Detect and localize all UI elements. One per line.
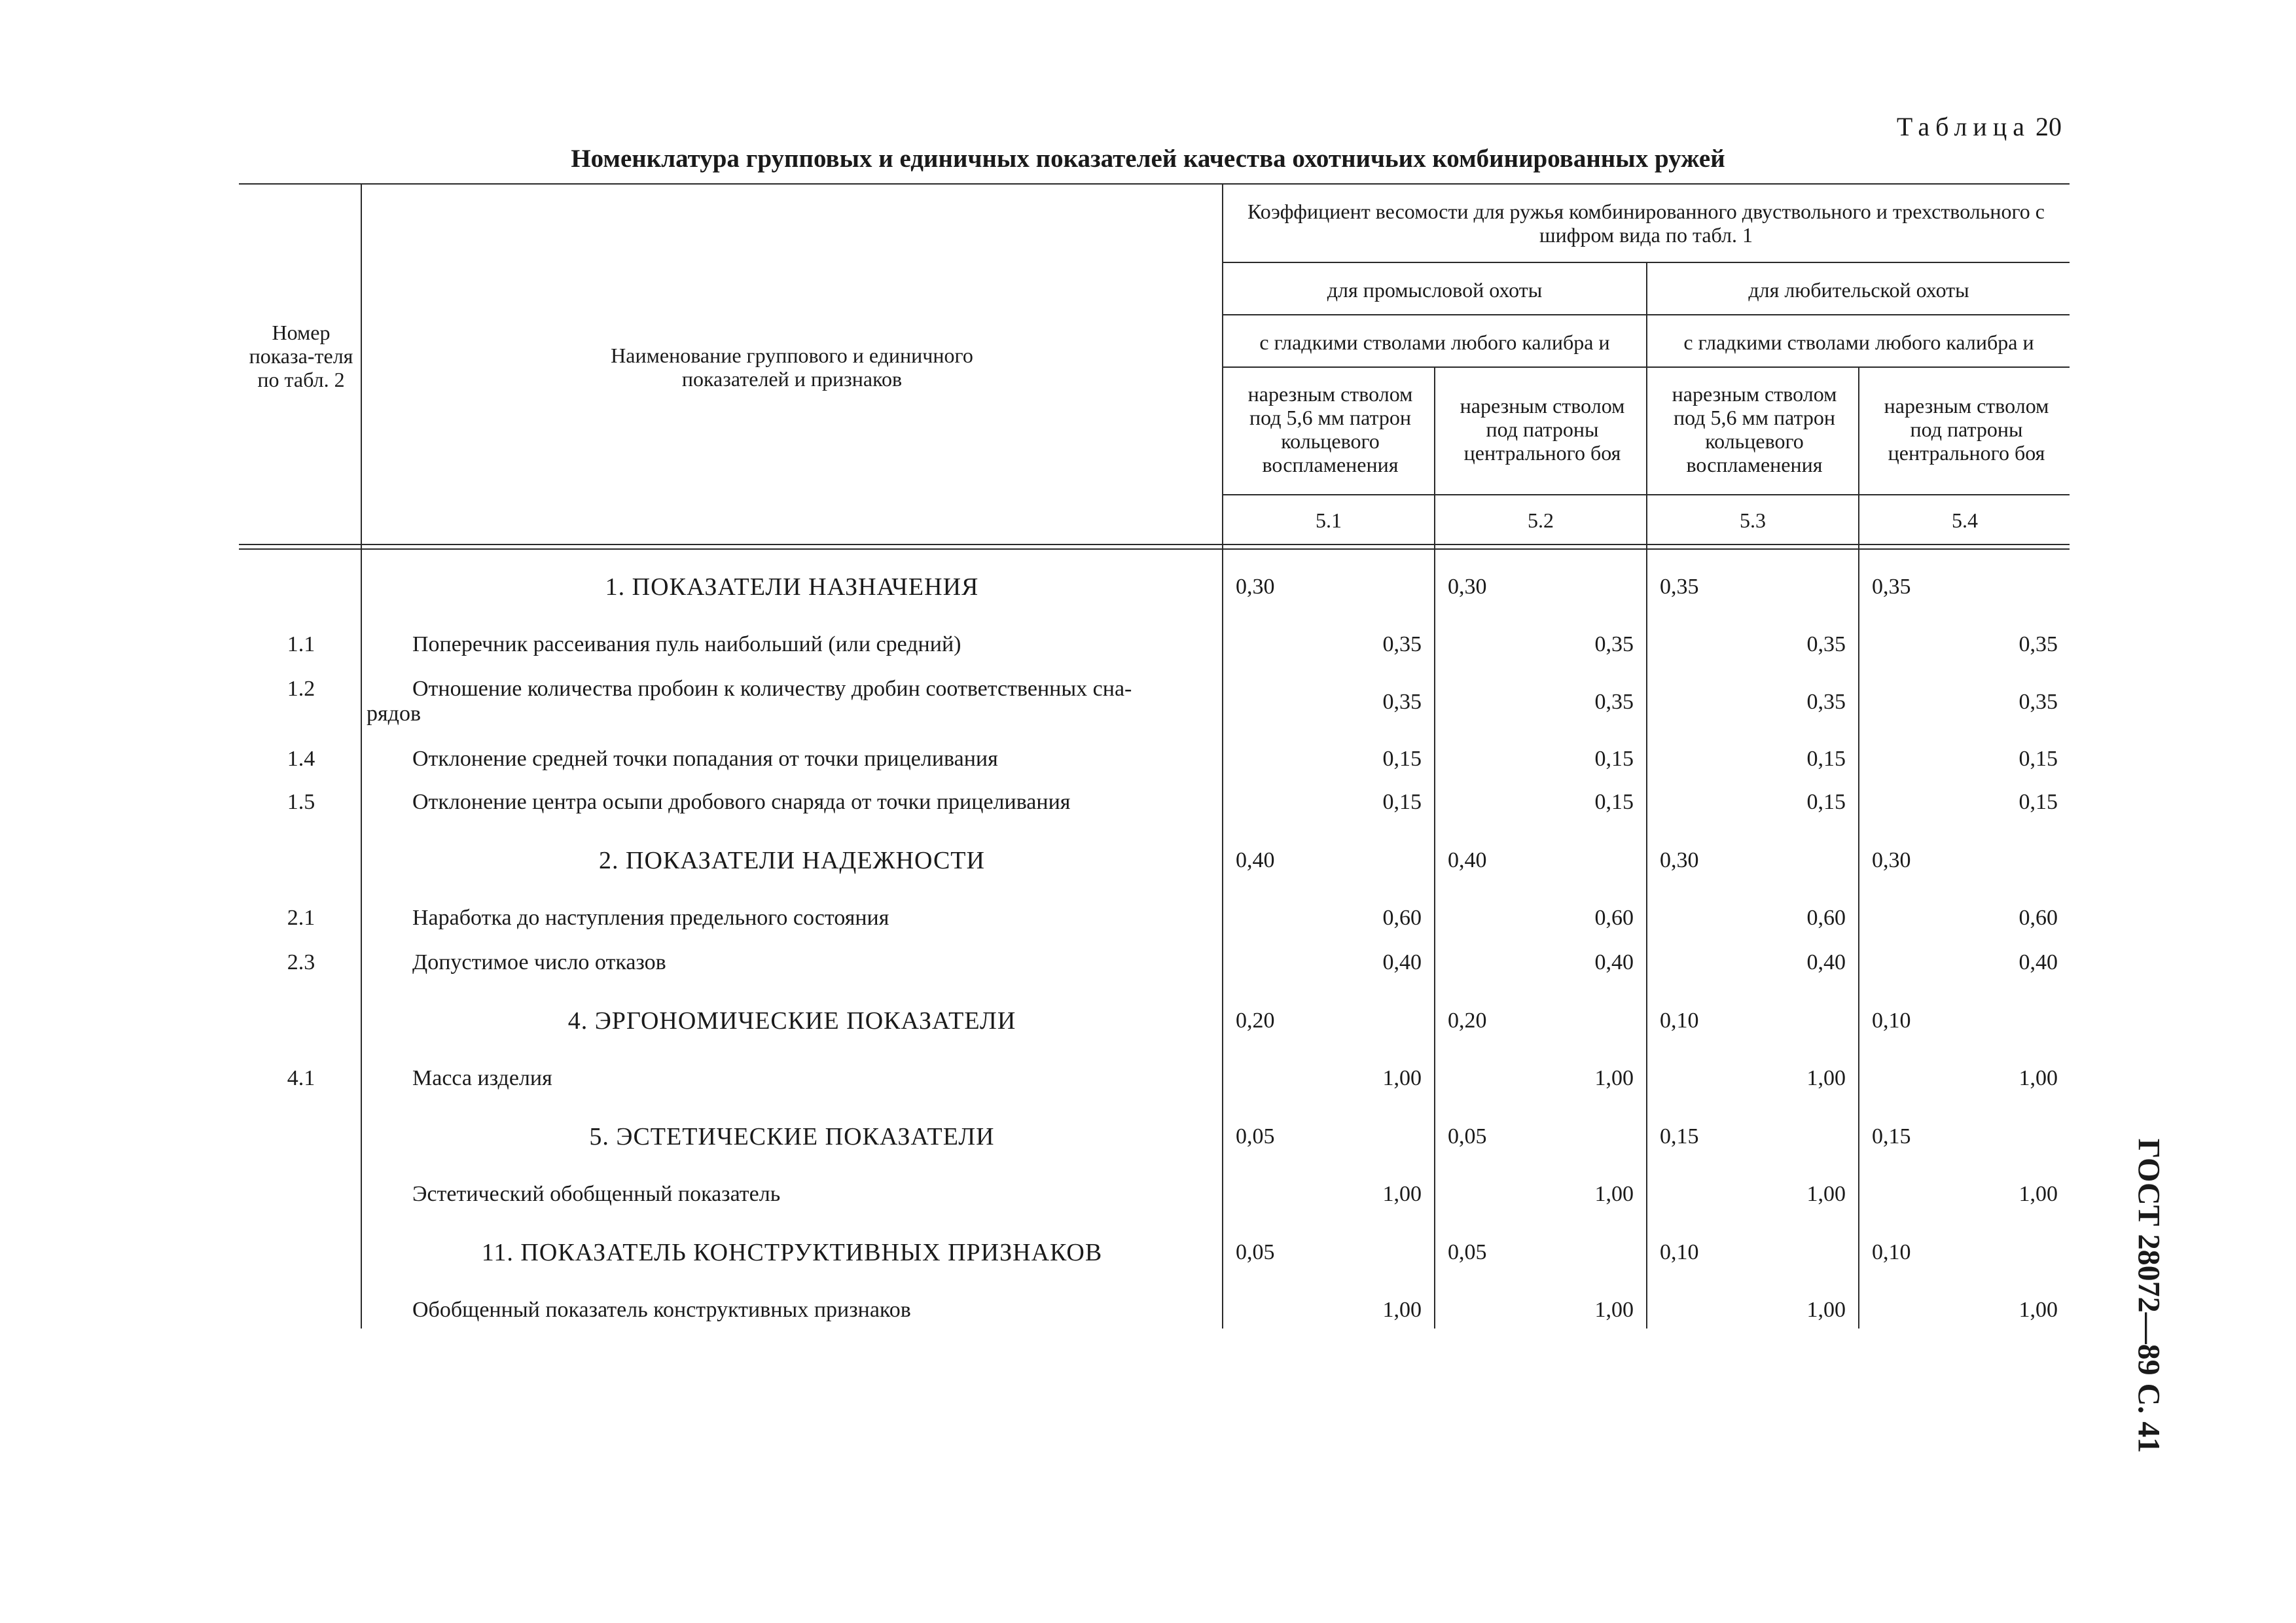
weight-value-4: 0,15 [2018, 747, 2058, 771]
weight-value-3: 0,15 [1806, 790, 1846, 814]
rule-head-2 [239, 548, 2070, 550]
indicator-name: Отклонение средней точки попадания от точки прицеливания [412, 747, 998, 771]
indicator-name: Поперечник рассеивания пуль наибольший (или средний) [412, 632, 961, 656]
weight-value-4: 0,60 [2018, 906, 2058, 930]
weight-value-4: 0,40 [2018, 950, 2058, 974]
table-label: Таблица 20 [1896, 112, 2062, 141]
header-col-5-1: нарезным стволом под 5,6 мм патрон кольцевого воспламенения [1247, 382, 1413, 476]
row-number: 1.4 [287, 747, 315, 771]
section-title: 5. ЭСТЕТИЧЕСКИЕ ПОКАЗАТЕЛИ [589, 1123, 995, 1150]
weight-value-1: 0,60 [1382, 906, 1422, 930]
weight-value-2: 1,00 [1594, 1298, 1634, 1322]
rule-head-1 [239, 544, 2070, 545]
weight-value-4: 0,10 [1872, 1240, 1911, 1264]
header-code-5-2: 5.2 [1528, 508, 1554, 532]
row-number: 4.1 [287, 1066, 315, 1090]
weight-value-2: 0,40 [1594, 950, 1634, 974]
weight-value-3: 0,40 [1806, 950, 1846, 974]
row-number: 1.1 [287, 632, 315, 656]
weight-value-1: 0,15 [1382, 790, 1422, 814]
weight-value-1: 0,05 [1236, 1124, 1275, 1149]
weight-value-1: 0,40 [1236, 848, 1275, 872]
weight-value-1: 0,35 [1382, 632, 1422, 656]
header-number: Номер показа-теля по табл. 2 [249, 321, 353, 391]
weight-value-2: 0,35 [1594, 690, 1634, 714]
weight-value-1: 0,30 [1236, 575, 1275, 599]
weight-value-2: 0,30 [1448, 575, 1487, 599]
table-title: Номенклатура групповых и единичных показателей качества охотничьих комбинированных ружей [571, 145, 1725, 173]
weight-value-3: 0,10 [1660, 1008, 1699, 1033]
header-code-5-4: 5.4 [1952, 508, 1978, 532]
header-smooth-1: с гладкими стволами любого калибра и [1259, 330, 1610, 354]
weight-value-2: 0,20 [1448, 1008, 1487, 1033]
weight-value-2: 0,05 [1448, 1124, 1487, 1149]
weight-value-3: 0,10 [1660, 1240, 1699, 1264]
weight-value-3: 0,35 [1806, 632, 1846, 656]
rule-top [239, 183, 2070, 185]
weight-value-4: 0,10 [1872, 1008, 1911, 1033]
header-group-2: для любительской охоты [1748, 278, 1969, 302]
side-label: ГОСТ 28072—89 С. 41 [2131, 1138, 2166, 1454]
weight-value-4: 1,00 [2018, 1182, 2058, 1206]
weight-value-2: 1,00 [1594, 1066, 1634, 1090]
weight-value-4: 0,30 [1872, 848, 1911, 872]
section-title: 1. ПОКАЗАТЕЛИ НАЗНАЧЕНИЯ [605, 573, 979, 601]
section-title: 11. ПОКАЗАТЕЛЬ КОНСТРУКТИВНЫХ ПРИЗНАКОВ [481, 1239, 1103, 1266]
weight-value-2: 0,35 [1594, 632, 1634, 656]
weight-value-4: 1,00 [2018, 1066, 2058, 1090]
weight-value-3: 0,30 [1660, 848, 1699, 872]
weight-value-3: 1,00 [1806, 1066, 1846, 1090]
indicator-name: Отклонение центра осыпи дробового снаряда от точки прицеливания [412, 790, 1071, 814]
weight-value-2: 0,05 [1448, 1240, 1487, 1264]
weight-value-1: 0,05 [1236, 1240, 1275, 1264]
weight-value-2: 1,00 [1594, 1182, 1634, 1206]
row-number: 1.2 [287, 677, 315, 701]
indicator-name-cont: рядов [367, 702, 421, 726]
vline-num [361, 183, 362, 548]
indicator-name: Обобщенный показатель конструктивных признаков [412, 1298, 911, 1322]
header-col-5-4: нарезным стволом под патроны центрального боя [1884, 394, 2049, 465]
indicator-name: Допустимое число отказов [412, 950, 666, 974]
weight-value-3: 0,35 [1806, 690, 1846, 714]
header-group-1: для промысловой охоты [1327, 278, 1543, 302]
weight-value-3: 1,00 [1806, 1298, 1846, 1322]
section-title: 2. ПОКАЗАТЕЛИ НАДЕЖНОСТИ [599, 847, 985, 874]
indicator-name: Масса изделия [412, 1066, 552, 1090]
weight-value-4: 0,35 [2018, 690, 2058, 714]
weight-value-1: 1,00 [1382, 1298, 1422, 1322]
weight-value-1: 0,15 [1382, 747, 1422, 771]
row-number: 2.1 [287, 906, 315, 930]
weight-value-1: 1,00 [1382, 1066, 1422, 1090]
weight-value-3: 0,35 [1660, 575, 1699, 599]
row-number: 2.3 [287, 950, 315, 974]
header-coef: Коэффициент весомости для ружья комбинированного двуствольного и трехствольного с шифром вида по табл. 1 [1247, 200, 2045, 247]
header-name: Наименование группового и единичного показателей и признаков [611, 344, 973, 391]
weight-value-3: 1,00 [1806, 1182, 1846, 1206]
vline-num-body [361, 548, 362, 1329]
weight-value-1: 0,40 [1382, 950, 1422, 974]
row-number: 1.5 [287, 790, 315, 814]
weight-value-4: 0,35 [2018, 632, 2058, 656]
indicator-name: Эстетический обобщенный показатель [412, 1182, 781, 1206]
header-col-5-2: нарезным стволом под патроны центрального боя [1460, 394, 1625, 465]
indicator-name: Отношение количества пробоин к количеству дробин соответственных сна- [412, 677, 1132, 701]
header-col-5-3: нарезным стволом под 5,6 мм патрон кольцевого воспламенения [1672, 382, 1837, 476]
header-code-5-1: 5.1 [1316, 508, 1342, 532]
weight-value-1: 0,35 [1382, 690, 1422, 714]
header-smooth-2: с гладкими стволами любого калибра и [1683, 330, 2034, 354]
weight-value-2: 0,40 [1448, 848, 1487, 872]
weight-value-3: 0,60 [1806, 906, 1846, 930]
weight-value-4: 0,15 [1872, 1124, 1911, 1149]
weight-value-4: 1,00 [2018, 1298, 2058, 1322]
weight-value-3: 0,15 [1660, 1124, 1699, 1149]
header-code-5-3: 5.3 [1740, 508, 1766, 532]
weight-value-2: 0,15 [1594, 747, 1634, 771]
weight-value-4: 0,35 [1872, 575, 1911, 599]
section-title: 4. ЭРГОНОМИЧЕСКИЕ ПОКАЗАТЕЛИ [567, 1007, 1016, 1035]
weight-value-2: 0,15 [1594, 790, 1634, 814]
weight-value-1: 0,20 [1236, 1008, 1275, 1033]
weight-value-2: 0,60 [1594, 906, 1634, 930]
weight-value-4: 0,15 [2018, 790, 2058, 814]
weight-value-1: 1,00 [1382, 1182, 1422, 1206]
weight-value-3: 0,15 [1806, 747, 1846, 771]
indicator-name: Наработка до наступления предельного состояния [412, 906, 889, 930]
